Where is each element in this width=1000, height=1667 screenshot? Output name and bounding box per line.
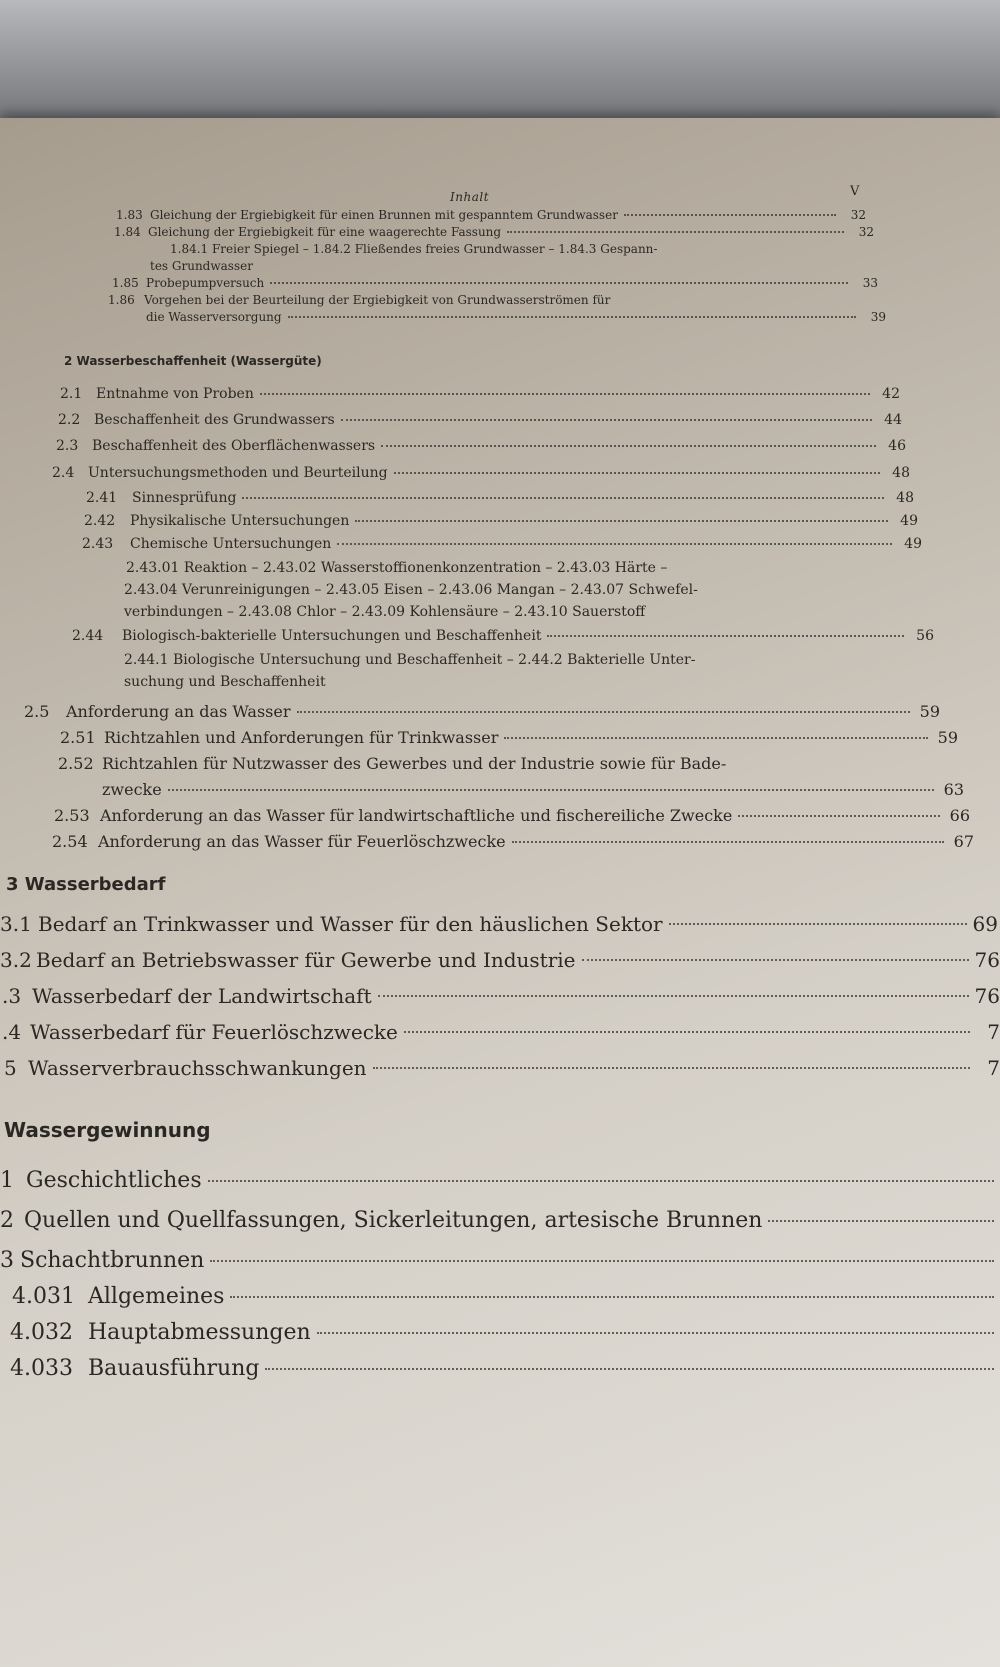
leader-dots <box>168 789 934 791</box>
toc-entry <box>0 948 1000 972</box>
toc-entry <box>72 628 934 644</box>
toc-entry-title: Wasserbedarf der Landwirtschaft <box>32 984 372 1008</box>
toc-entry-number: 2 <box>0 1208 14 1233</box>
toc-entry-number: 2.51 <box>60 728 96 747</box>
toc-entry-page: 69 <box>972 912 998 936</box>
leader-dots <box>669 923 967 925</box>
leader-dots <box>208 1180 994 1182</box>
toc-entry-page: 63 <box>943 780 964 799</box>
toc-entry-page: 46 <box>888 438 906 454</box>
book-page <box>0 118 1000 1667</box>
toc-entry-page: 7 <box>987 1020 1000 1044</box>
toc-entry-title: Chemische Untersuchungen <box>130 536 332 552</box>
leader-dots <box>504 737 928 739</box>
leader-dots <box>265 1368 994 1370</box>
toc-subentry-text: 2.43.01 Reaktion – 2.43.02 Wasserstoffionenkonzentration – 2.43.03 Härte – <box>126 560 668 576</box>
toc-entry-number: .4 <box>2 1020 22 1044</box>
toc-entry-title: Quellen und Quellfassungen, Sickerleitungen, artesische Brunnen <box>24 1208 763 1233</box>
toc-entry-title: Vorgehen bei der Beurteilung der Ergiebigkeit von Grundwasserströmen für <box>144 293 611 307</box>
toc-subentry-text: 1.84.1 Freier Spiegel – 1.84.2 Fließendes freies Grundwasser – 1.84.3 Gespann- <box>170 242 658 256</box>
leader-dots <box>404 1031 970 1033</box>
leader-dots <box>230 1296 994 1298</box>
toc-entry-title: Bauausführung <box>88 1356 260 1381</box>
leader-dots <box>341 419 872 421</box>
toc-entry <box>108 293 610 307</box>
toc-entry-number: 1.86 <box>108 293 135 307</box>
toc-entry-number: 4.032 <box>10 1320 73 1345</box>
toc-entry-title: Richtzahlen für Nutzwasser des Gewerbes und der Industrie sowie für Bade- <box>102 754 727 773</box>
toc-entry <box>60 386 900 402</box>
toc-entry-number: 2.41 <box>86 490 118 506</box>
toc-entry-title: Anforderung an das Wasser <box>66 702 291 721</box>
toc-entry-number: 2.44 <box>72 628 104 644</box>
section-heading: Wassergewinnung <box>4 1118 211 1142</box>
toc-entry <box>54 806 970 825</box>
leader-dots <box>768 1220 994 1222</box>
toc-entry-title: Entnahme von Proben <box>96 386 254 402</box>
toc-entry-page: 49 <box>900 513 918 529</box>
toc-subentry-text: verbindungen – 2.43.08 Chlor – 2.43.09 Kohlensäure – 2.43.10 Sauerstoff <box>124 604 646 620</box>
roman-page-number: V <box>850 184 860 199</box>
toc-entry-title: Anforderung an das Wasser für Feuerlöschzwecke <box>98 832 506 851</box>
toc-entry-page: 42 <box>882 386 900 402</box>
leader-dots <box>582 959 969 961</box>
leader-dots <box>260 393 870 395</box>
toc-entry-page: 76 <box>974 948 1000 972</box>
toc-entry-page: 49 <box>904 536 922 552</box>
leader-dots <box>547 635 904 637</box>
section-heading: 3 Wasserbedarf <box>6 874 166 895</box>
toc-entry-number: 2.53 <box>54 806 90 825</box>
toc-entry-title: die Wasserversorgung <box>146 310 282 324</box>
toc-entry <box>116 208 866 222</box>
toc-entry-page: 48 <box>892 465 910 481</box>
toc-entry <box>102 780 964 799</box>
leader-dots <box>624 214 836 216</box>
toc-entry-page: 32 <box>858 225 874 239</box>
toc-entry-title: Bedarf an Betriebswasser für Gewerbe und Industrie <box>36 948 576 972</box>
toc-entry <box>52 832 974 851</box>
toc-entry-title: Physikalische Untersuchungen <box>130 513 350 529</box>
toc-entry-page: 44 <box>884 412 902 428</box>
toc-entry <box>2 1020 1000 1044</box>
leader-dots <box>394 472 880 474</box>
toc-subentry-text: 2.44.1 Biologische Untersuchung und Beschaffenheit – 2.44.2 Bakterielle Unter- <box>124 652 696 668</box>
running-title: Inhalt <box>450 190 490 204</box>
toc-subentry-text: suchung und Beschaffenheit <box>124 674 326 690</box>
leader-dots <box>378 995 969 997</box>
toc-entry-title: Hauptabmessungen <box>88 1320 311 1345</box>
toc-entry-page: 48 <box>896 490 914 506</box>
toc-entry-number: 1.83 <box>116 208 143 222</box>
toc-entry-page: 39 <box>870 310 886 324</box>
toc-entry-title: Probepumpversuch <box>146 276 265 290</box>
toc-entry <box>82 536 922 552</box>
leader-dots <box>381 445 876 447</box>
toc-entry-number: 2.52 <box>58 754 94 773</box>
toc-entry-title: zwecke <box>102 780 162 799</box>
toc-entry-number: 2.42 <box>84 513 116 529</box>
leader-dots <box>337 543 892 545</box>
toc-entry-page: 76 <box>974 984 1000 1008</box>
toc-entry <box>58 412 902 428</box>
toc-entry-title: Geschichtliches <box>26 1168 202 1193</box>
leader-dots <box>270 282 848 284</box>
leader-dots <box>512 841 944 843</box>
leader-dots <box>297 711 911 713</box>
toc-entry-title: Sinnesprüfung <box>132 490 237 506</box>
toc-entry <box>114 225 874 239</box>
toc-entry-number: 2.3 <box>56 438 79 454</box>
toc-entry <box>10 1320 1000 1345</box>
leader-dots <box>210 1260 994 1262</box>
toc-entry-title: Schachtbrunnen <box>20 1248 205 1273</box>
toc-entry-title: Biologisch-bakterielle Untersuchungen und Beschaffenheit <box>122 628 542 644</box>
toc-entry-title: Gleichung der Ergiebigkeit für eine waagerechte Fassung <box>148 225 502 239</box>
toc-entry-number: 4.031 <box>12 1284 75 1309</box>
toc-entry-title: Anforderung an das Wasser für landwirtschaftliche und fischereiliche Zwecke <box>100 806 733 825</box>
toc-entry-title: Gleichung der Ergiebigkeit für einen Brunnen mit gespanntem Grundwasser <box>150 208 618 222</box>
leader-dots <box>373 1067 970 1069</box>
toc-entry-number: 1.85 <box>112 276 139 290</box>
toc-entry-number: 5 <box>4 1056 17 1080</box>
toc-entry-number: 3.1 <box>0 912 32 936</box>
toc-entry-number: 2.1 <box>60 386 83 402</box>
leader-dots <box>242 497 884 499</box>
toc-entry-title: Beschaffenheit des Oberflächenwassers <box>92 438 376 454</box>
toc-subentry-text: tes Grundwasser <box>150 259 253 273</box>
toc-entry-number: 4.033 <box>10 1356 73 1381</box>
toc-entry <box>60 728 958 747</box>
toc-entry-page: 32 <box>850 208 866 222</box>
toc-entry <box>0 1248 1000 1273</box>
leader-dots <box>738 815 940 817</box>
toc-entry-page: 7 <box>987 1056 1000 1080</box>
toc-subentry-text: 2.43.04 Verunreinigungen – 2.43.05 Eisen – 2.43.06 Mangan – 2.43.07 Schwefel- <box>124 582 698 598</box>
toc-entry-number: 2.2 <box>58 412 81 428</box>
toc-entry <box>84 513 918 529</box>
toc-entry <box>146 310 886 324</box>
leader-dots <box>507 231 844 233</box>
leader-dots <box>288 316 856 318</box>
toc-entry-title: Wasserbedarf für Feuerlöschzwecke <box>30 1020 398 1044</box>
toc-entry-number: 2.43 <box>82 536 114 552</box>
toc-entry-page: 56 <box>916 628 934 644</box>
toc-entry <box>112 276 878 290</box>
toc-entry-number: 1 <box>0 1168 14 1193</box>
toc-entry-page: 67 <box>953 832 974 851</box>
leader-dots <box>355 520 888 522</box>
toc-entry <box>10 1356 1000 1381</box>
toc-entry <box>2 984 1000 1008</box>
toc-entry-title: Untersuchungsmethoden und Beurteilung <box>88 465 388 481</box>
toc-entry <box>52 465 910 481</box>
toc-entry <box>12 1284 1000 1309</box>
toc-entry <box>0 1208 1000 1233</box>
toc-entry-number: 2.54 <box>52 832 88 851</box>
toc-entry <box>58 754 726 773</box>
toc-entry-title: Wasserverbrauchsschwankungen <box>28 1056 367 1080</box>
toc-entry-title: Bedarf an Trinkwasser und Wasser für den häuslichen Sektor <box>38 912 663 936</box>
toc-entry-page: 33 <box>862 276 878 290</box>
toc-entry-page: 66 <box>949 806 970 825</box>
toc-entry-title: Allgemeines <box>88 1284 225 1309</box>
toc-entry-number: 2.4 <box>52 465 75 481</box>
table-of-contents <box>0 118 1000 1667</box>
toc-entry-number: 3.2 <box>0 948 32 972</box>
toc-entry-page: 59 <box>937 728 958 747</box>
toc-entry-number: 3 <box>0 1248 14 1273</box>
toc-entry <box>0 1168 1000 1193</box>
leader-dots <box>317 1332 994 1334</box>
toc-entry <box>24 702 940 721</box>
toc-entry-number: 2.5 <box>24 702 50 721</box>
toc-entry-number: 1.84 <box>114 225 141 239</box>
section-heading: 2 Wasserbeschaffenheit (Wassergüte) <box>64 354 322 368</box>
toc-entry <box>56 438 906 454</box>
toc-entry <box>0 912 998 936</box>
toc-entry-title: Beschaffenheit des Grundwassers <box>94 412 335 428</box>
toc-entry <box>4 1056 1000 1080</box>
toc-entry <box>86 490 914 506</box>
toc-entry-title: Richtzahlen und Anforderungen für Trinkwasser <box>104 728 499 747</box>
toc-entry-page: 59 <box>919 702 940 721</box>
toc-entry-number: .3 <box>2 984 22 1008</box>
